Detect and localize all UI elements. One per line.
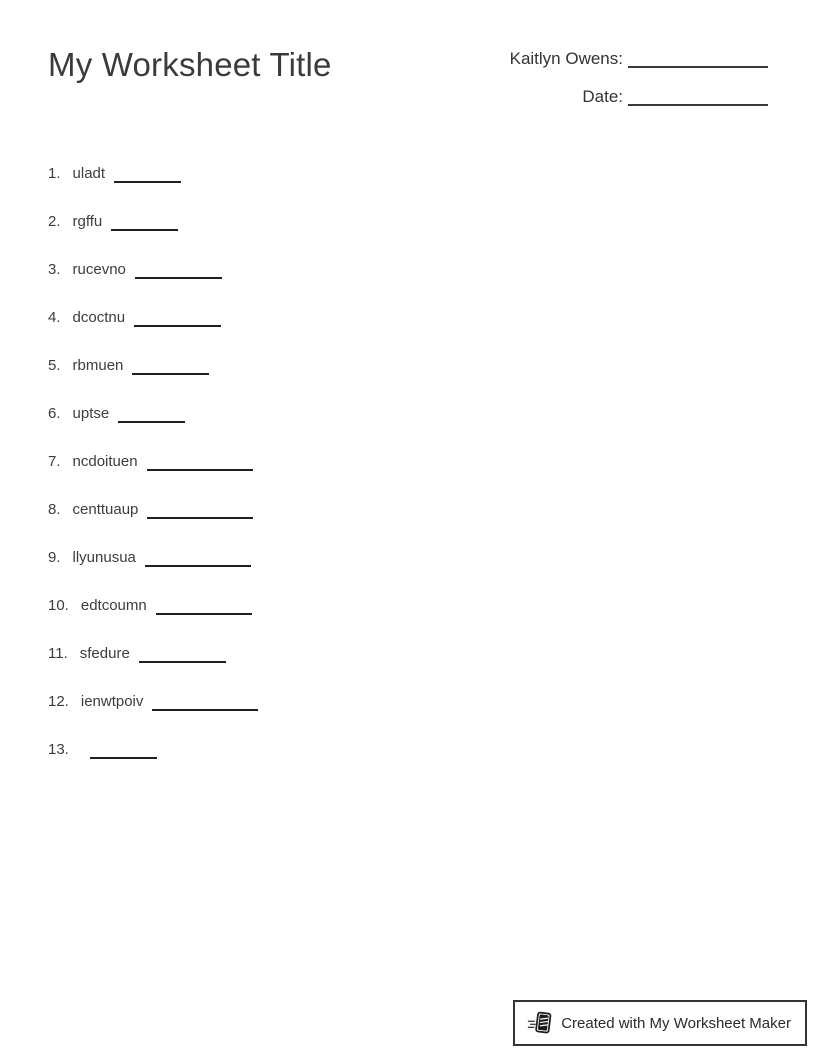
flying-worksheet-icon bbox=[527, 1009, 553, 1037]
word-list bbox=[48, 164, 768, 788]
list-item bbox=[48, 404, 768, 452]
item-number: 13. bbox=[48, 741, 69, 758]
list-item bbox=[48, 212, 768, 260]
list-item bbox=[48, 356, 768, 404]
list-item bbox=[48, 164, 768, 212]
worksheet-header bbox=[48, 44, 768, 124]
item-blank bbox=[118, 409, 185, 423]
item-number: 2. bbox=[48, 213, 61, 230]
page-title: My Worksheet Title bbox=[48, 46, 332, 83]
item-blank bbox=[114, 169, 181, 183]
item-number: 9. bbox=[48, 549, 61, 566]
list-item bbox=[48, 500, 768, 548]
item-blank bbox=[145, 553, 251, 567]
list-item bbox=[48, 692, 768, 740]
item-blank bbox=[135, 265, 222, 279]
footer-badge-label: Created with My Worksheet Maker bbox=[561, 1014, 791, 1032]
item-number: 12. bbox=[48, 693, 69, 710]
name-label: Kaitlyn Owens: bbox=[509, 49, 623, 68]
item-blank bbox=[156, 601, 252, 615]
list-item bbox=[48, 260, 768, 308]
item-word: ncdoituen bbox=[72, 453, 138, 470]
item-number: 7. bbox=[48, 453, 61, 470]
item-blank bbox=[111, 217, 178, 231]
item-blank bbox=[152, 697, 258, 711]
item-blank bbox=[132, 361, 209, 375]
item-blank bbox=[139, 649, 226, 663]
list-item bbox=[48, 596, 768, 644]
worksheet-maker-badge[interactable] bbox=[513, 1000, 807, 1046]
item-number: 6. bbox=[48, 405, 61, 422]
item-number: 8. bbox=[48, 501, 61, 518]
name-date-block bbox=[510, 48, 768, 124]
item-word: ienwtpoiv bbox=[80, 693, 144, 710]
item-word: dcoctnu bbox=[72, 309, 126, 326]
item-number: 11. bbox=[48, 645, 68, 662]
date-blank-line bbox=[628, 90, 768, 106]
item-blank bbox=[90, 745, 157, 759]
item-number: 10. bbox=[48, 597, 69, 614]
item-word: rucevno bbox=[72, 261, 126, 278]
item-word: rbmuen bbox=[72, 357, 124, 374]
item-number: 1. bbox=[48, 165, 61, 182]
item-word: llyunusua bbox=[72, 549, 136, 566]
item-number: 5. bbox=[48, 357, 61, 374]
item-word: centtuaup bbox=[72, 501, 139, 518]
list-item bbox=[48, 740, 768, 788]
item-blank bbox=[147, 457, 253, 471]
list-item bbox=[48, 308, 768, 356]
item-blank bbox=[147, 505, 253, 519]
list-item bbox=[48, 452, 768, 500]
item-number: 4. bbox=[48, 309, 61, 326]
name-blank-line bbox=[628, 52, 768, 68]
item-word: uptse bbox=[72, 405, 110, 422]
list-item bbox=[48, 644, 768, 692]
name-row bbox=[510, 48, 768, 86]
date-label: Date: bbox=[582, 87, 623, 106]
item-word: rgffu bbox=[72, 213, 103, 230]
item-word: edtcoumn bbox=[80, 597, 147, 614]
item-blank bbox=[134, 313, 221, 327]
date-row bbox=[510, 86, 768, 124]
list-item bbox=[48, 548, 768, 596]
item-word: uladt bbox=[72, 165, 106, 182]
item-word: sfedure bbox=[79, 645, 130, 662]
item-number: 3. bbox=[48, 261, 61, 278]
